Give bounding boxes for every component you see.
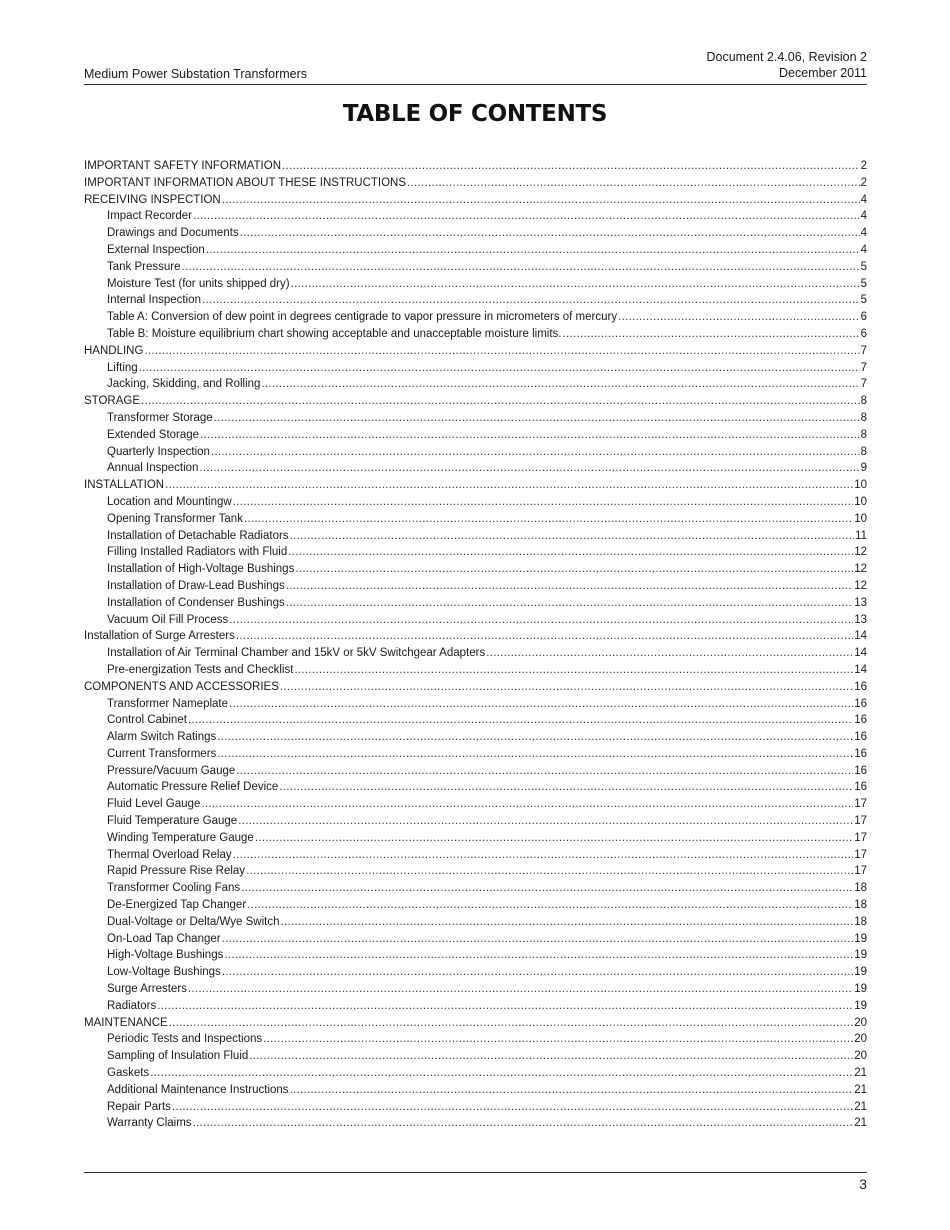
toc-entry[interactable] xyxy=(84,276,867,293)
toc-dot-leader xyxy=(246,863,853,880)
toc-dot-leader xyxy=(290,528,854,545)
toc-entry-page: 4 xyxy=(860,210,867,223)
toc-entry-page: 12 xyxy=(854,546,867,559)
page-footer xyxy=(84,1172,867,1192)
toc-dot-leader xyxy=(244,511,853,528)
toc-entry-page: 16 xyxy=(854,781,867,794)
toc-entry-page: 19 xyxy=(854,999,867,1012)
toc-entry[interactable] xyxy=(84,1115,867,1132)
toc-entry-page: 7 xyxy=(860,344,867,357)
toc-entry-label: Installation of High-Voltage Bushings xyxy=(107,563,295,576)
toc-entry-page: 21 xyxy=(854,1100,867,1113)
toc-dot-leader xyxy=(618,309,860,326)
toc-entry[interactable] xyxy=(84,679,867,696)
toc-entry[interactable] xyxy=(84,494,867,511)
toc-entry[interactable] xyxy=(84,561,867,578)
toc-dot-leader xyxy=(202,292,860,309)
toc-entry[interactable] xyxy=(84,360,867,377)
toc-dot-leader xyxy=(241,880,853,897)
toc-entry[interactable] xyxy=(84,528,867,545)
toc-entry[interactable] xyxy=(84,628,867,645)
toc-dot-leader xyxy=(229,612,853,629)
toc-entry[interactable] xyxy=(84,259,867,276)
toc-entry-label: High-Voltage Bushings xyxy=(107,949,224,962)
toc-entry-page: 8 xyxy=(860,428,867,441)
toc-dot-leader xyxy=(144,343,859,360)
toc-entry-page: 2 xyxy=(860,160,867,172)
toc-entry-label: Impact Recorder xyxy=(107,210,193,223)
toc-entry-page: 7 xyxy=(860,378,867,391)
toc-entry[interactable] xyxy=(84,544,867,561)
toc-dot-leader xyxy=(290,1082,854,1099)
toc-entry[interactable] xyxy=(84,1099,867,1116)
toc-entry-page: 18 xyxy=(854,915,867,928)
toc-entry-label: Installation of Draw-Lead Bushings xyxy=(107,579,285,592)
toc-entry-label: STORAGE xyxy=(84,395,141,408)
toc-entry-label: Low-Voltage Bushings xyxy=(107,966,221,979)
toc-entry-page: 16 xyxy=(854,764,867,777)
toc-entry[interactable] xyxy=(84,662,867,679)
toc-dot-leader xyxy=(200,427,860,444)
toc-entry-label: Thermal Overload Relay xyxy=(107,848,232,861)
toc-entry-page: 17 xyxy=(854,831,867,844)
toc-dot-leader xyxy=(249,1048,853,1065)
toc-entry-label: Lifting xyxy=(107,361,138,374)
toc-entry-label: Installation of Condenser Bushings xyxy=(107,596,285,609)
toc-entry-page: 12 xyxy=(854,579,867,592)
toc-entry-label: Transformer Cooling Fans xyxy=(107,882,241,895)
toc-dot-leader xyxy=(193,208,860,225)
toc-entry-label: Automatic Pressure Relief Device xyxy=(107,781,279,794)
toc-dot-leader xyxy=(263,1031,853,1048)
toc-entry-page: 21 xyxy=(854,1083,867,1096)
toc-entry-page: 9 xyxy=(860,462,867,475)
page-number: 3 xyxy=(859,1176,867,1192)
toc-dot-leader xyxy=(217,729,853,746)
header-product-title: Medium Power Substation Transformers xyxy=(84,67,308,81)
toc-entry[interactable] xyxy=(84,914,867,931)
toc-entry-page: 11 xyxy=(855,529,867,542)
toc-entry-label: Dual-Voltage or Delta/Wye Switch xyxy=(107,915,280,928)
toc-entry-label: HANDLING xyxy=(84,344,144,357)
toc-entry[interactable] xyxy=(84,192,867,209)
toc-entry[interactable] xyxy=(84,158,867,175)
toc-entry-label: Jacking, Skidding, and Rolling xyxy=(107,378,261,391)
toc-entry-label: Periodic Tests and Inspections xyxy=(107,1033,263,1046)
toc-entry[interactable] xyxy=(84,763,867,780)
toc-entry[interactable] xyxy=(84,595,867,612)
toc-dot-leader xyxy=(206,242,860,259)
header-date: December 2011 xyxy=(778,66,867,80)
toc-entry-label: INSTALLATION xyxy=(84,479,165,492)
toc-entry-label: Alarm Switch Ratings xyxy=(107,731,217,744)
toc-dot-leader xyxy=(150,1065,853,1082)
toc-entry-label: Fluid Level Gauge xyxy=(107,798,201,811)
toc-dot-leader xyxy=(280,914,853,931)
toc-entry[interactable] xyxy=(84,612,867,629)
toc-dot-leader xyxy=(236,628,853,645)
toc-entry[interactable] xyxy=(84,511,867,528)
toc-dot-leader xyxy=(294,662,853,679)
toc-entry[interactable] xyxy=(84,326,867,343)
toc-entry-page: 19 xyxy=(854,983,867,996)
toc-entry-page: 12 xyxy=(854,563,867,576)
toc-entry[interactable] xyxy=(84,410,867,427)
toc-entry-label: Quarterly Inspection xyxy=(107,445,210,458)
toc-entry[interactable] xyxy=(84,830,867,847)
toc-entry-label: External Inspection xyxy=(107,243,205,256)
toc-dot-leader xyxy=(240,225,860,242)
toc-entry-label: Control Cabinet xyxy=(107,714,187,727)
toc-entry[interactable] xyxy=(84,427,867,444)
toc-entry[interactable] xyxy=(84,292,867,309)
toc-entry-label: Table A: Conversion of dew point in degrees centigrade to vapor pressure in micrometers of mercury xyxy=(107,311,618,324)
toc-dot-leader xyxy=(282,158,860,175)
toc-entry[interactable] xyxy=(84,208,867,225)
toc-entry[interactable] xyxy=(84,1065,867,1082)
toc-entry-page: 13 xyxy=(854,596,867,609)
toc-entry[interactable] xyxy=(84,847,867,864)
toc-entry-label: Location and Mountingw xyxy=(107,495,232,508)
toc-entry-label: Gaskets xyxy=(107,1067,150,1080)
toc-entry-page: 4 xyxy=(860,193,867,206)
toc-entry-label: MAINTENANCE xyxy=(84,1016,168,1029)
header-document-revision: Document 2.4.06, Revision 2 xyxy=(706,50,867,64)
toc-entry[interactable] xyxy=(84,712,867,729)
toc-entry-label: Tank Pressure xyxy=(107,260,181,273)
toc-dot-leader xyxy=(222,192,860,209)
toc-entry[interactable] xyxy=(84,343,867,360)
page-title: TABLE OF CONTENTS xyxy=(342,101,608,127)
toc-entry-page: 19 xyxy=(854,966,867,979)
toc-entry[interactable] xyxy=(84,947,867,964)
toc-entry[interactable] xyxy=(84,477,867,494)
toc-entry-page: 21 xyxy=(854,1067,867,1080)
toc-dot-leader xyxy=(214,410,860,427)
toc-entry-page: 10 xyxy=(854,512,867,525)
toc-dot-leader xyxy=(157,998,853,1015)
toc-dot-leader xyxy=(229,696,853,713)
toc-entry-page: 16 xyxy=(854,747,867,760)
toc-entry-page: 5 xyxy=(860,294,867,307)
toc-entry-page: 20 xyxy=(854,1033,867,1046)
toc-entry-page: 2 xyxy=(860,176,867,189)
toc-entry-label: Transformer Storage xyxy=(107,411,213,424)
toc-dot-leader xyxy=(486,645,853,662)
toc-entry-label: RECEIVING INSPECTION xyxy=(84,193,221,206)
toc-entry-page: 14 xyxy=(854,630,867,643)
toc-entry-page: 14 xyxy=(854,663,867,676)
toc-entry-label: Filling Installed Radiators with Fluid xyxy=(107,546,288,559)
toc-entry-page: 10 xyxy=(854,479,867,492)
toc-entry-label: Repair Parts xyxy=(107,1100,171,1113)
toc-dot-leader xyxy=(199,460,859,477)
toc-dot-leader xyxy=(288,544,853,561)
toc-entry-label: IMPORTANT INFORMATION ABOUT THESE INSTRUCTIONS xyxy=(84,176,407,189)
toc-entry-label: Vacuum Oil Fill Process xyxy=(107,613,229,626)
toc-dot-leader xyxy=(255,830,853,847)
toc-dot-leader xyxy=(182,259,860,276)
toc-entry-page: 6 xyxy=(860,327,867,340)
toc-entry[interactable] xyxy=(84,309,867,326)
toc-entry-label: On-Load Tap Changer xyxy=(107,932,221,945)
page-header xyxy=(84,48,867,85)
toc-dot-leader xyxy=(172,1099,853,1116)
toc-entry[interactable] xyxy=(84,645,867,662)
toc-entry-label: IMPORTANT SAFETY INFORMATION xyxy=(84,160,282,172)
toc-entry-label: Surge Arresters xyxy=(107,983,187,996)
toc-entry[interactable] xyxy=(84,225,867,242)
toc-dot-leader xyxy=(233,847,854,864)
toc-dot-leader xyxy=(291,276,860,293)
toc-entry[interactable] xyxy=(84,931,867,948)
toc-dot-leader xyxy=(233,494,854,511)
toc-entry-page: 19 xyxy=(854,932,867,945)
toc-entry-page: 20 xyxy=(854,1050,867,1063)
toc-entry[interactable] xyxy=(84,1015,867,1032)
toc-entry-page: 8 xyxy=(860,411,867,424)
toc-entry[interactable] xyxy=(84,444,867,461)
toc-entry-page: 5 xyxy=(860,277,867,290)
toc-entry-page: 8 xyxy=(860,445,867,458)
toc-dot-leader xyxy=(222,931,854,948)
toc-entry-label: Transformer Nameplate xyxy=(107,697,229,710)
toc-dot-leader xyxy=(280,679,853,696)
toc-entry-label: Extended Storage xyxy=(107,428,200,441)
toc-entry[interactable] xyxy=(84,981,867,998)
toc-dot-leader xyxy=(247,897,853,914)
toc-dot-leader xyxy=(139,360,860,377)
toc-entry[interactable] xyxy=(84,746,867,763)
toc-dot-leader xyxy=(224,947,853,964)
toc-dot-leader xyxy=(236,763,853,780)
toc-entry-page: 16 xyxy=(854,680,867,693)
toc-entry-page: 10 xyxy=(854,495,867,508)
toc-entry[interactable] xyxy=(84,242,867,259)
toc-dot-leader xyxy=(238,813,853,830)
toc-entry-page: 17 xyxy=(854,798,867,811)
toc-entry-page: 17 xyxy=(854,865,867,878)
toc-dot-leader xyxy=(261,376,859,393)
toc-entry[interactable] xyxy=(84,460,867,477)
toc-dot-leader xyxy=(141,393,860,410)
toc-dot-leader xyxy=(279,779,853,796)
toc-entry[interactable] xyxy=(84,1082,867,1099)
toc-dot-leader xyxy=(286,578,853,595)
toc-entry[interactable] xyxy=(84,376,867,393)
toc-dot-leader xyxy=(217,746,853,763)
toc-entry-label: Annual Inspection xyxy=(107,462,199,475)
toc-entry[interactable] xyxy=(84,729,867,746)
toc-entry-page: 20 xyxy=(854,1016,867,1029)
toc-entry-label: Pre-energization Tests and Checklist xyxy=(107,663,294,676)
toc-entry[interactable] xyxy=(84,863,867,880)
toc-entry-page: 4 xyxy=(860,243,867,256)
toc-dot-leader xyxy=(562,326,859,343)
toc-entry[interactable] xyxy=(84,696,867,713)
toc-entry-label: De-Energized Tap Changer xyxy=(107,899,247,912)
toc-entry-label: Pressure/Vacuum Gauge xyxy=(107,764,236,777)
toc-dot-leader xyxy=(188,981,853,998)
toc-entry-label: Warranty Claims xyxy=(107,1117,192,1130)
toc-entry[interactable] xyxy=(84,175,867,192)
toc-dot-leader xyxy=(201,796,853,813)
toc-dot-leader xyxy=(211,444,860,461)
toc-entry-page: 17 xyxy=(854,815,867,828)
toc-entry[interactable] xyxy=(84,998,867,1015)
toc-entry-page: 8 xyxy=(860,395,867,408)
toc-entry[interactable] xyxy=(84,813,867,830)
toc-entry[interactable] xyxy=(84,1031,867,1048)
toc-entry-label: Sampling of Insulation Fluid xyxy=(107,1050,249,1063)
toc-entry[interactable] xyxy=(84,897,867,914)
toc-entry[interactable] xyxy=(84,880,867,897)
toc-entry-label: Winding Temperature Gauge xyxy=(107,831,254,844)
toc-entry-page: 13 xyxy=(854,613,867,626)
toc-entry-page: 14 xyxy=(854,647,867,660)
toc-entry-page: 16 xyxy=(854,697,867,710)
table-of-contents xyxy=(84,158,867,1132)
toc-entry-label: Opening Transformer Tank xyxy=(107,512,243,525)
toc-entry-label: Table B: Moisture equilibrium chart showing acceptable and unacceptable moisture limits. xyxy=(107,327,562,340)
toc-entry-label: Installation of Detachable Radiators xyxy=(107,529,289,542)
toc-entry-page: 17 xyxy=(854,848,867,861)
toc-entry-page: 6 xyxy=(860,311,867,324)
header-doc-info xyxy=(706,49,867,81)
toc-entry-page: 21 xyxy=(854,1117,867,1130)
toc-entry[interactable] xyxy=(84,1048,867,1065)
toc-entry-page: 7 xyxy=(860,361,867,374)
toc-entry[interactable] xyxy=(84,964,867,981)
toc-dot-leader xyxy=(286,595,853,612)
toc-dot-leader xyxy=(188,712,853,729)
toc-entry-label: Internal Inspection xyxy=(107,294,201,307)
toc-entry-label: Moisture Test (for units shipped dry) xyxy=(107,277,290,290)
toc-entry-label: COMPONENTS AND ACCESSORIES xyxy=(84,680,279,693)
toc-dot-leader xyxy=(193,1115,854,1132)
toc-dot-leader xyxy=(169,1015,854,1032)
toc-entry-page: 18 xyxy=(854,899,867,912)
toc-entry-label: Installation of Surge Arresters xyxy=(84,630,235,643)
toc-entry-label: Current Transformers xyxy=(107,747,217,760)
toc-dot-leader xyxy=(222,964,853,981)
toc-entry[interactable] xyxy=(84,779,867,796)
toc-entry-label: Fluid Temperature Gauge xyxy=(107,815,238,828)
toc-entry-label: Drawings and Documents xyxy=(107,227,239,240)
toc-dot-leader xyxy=(295,561,853,578)
toc-entry[interactable] xyxy=(84,393,867,410)
toc-entry-label: Additional Maintenance Instructions xyxy=(107,1083,289,1096)
toc-dot-leader xyxy=(165,477,853,494)
toc-entry-page: 19 xyxy=(854,949,867,962)
toc-entry-page: 18 xyxy=(854,882,867,895)
toc-entry-label: Rapid Pressure Rise Relay xyxy=(107,865,246,878)
toc-entry-label: Installation of Air Terminal Chamber and 15kV or 5kV Switchgear Adapters xyxy=(107,647,486,660)
toc-entry-page: 4 xyxy=(860,227,867,240)
toc-dot-leader xyxy=(407,175,860,192)
toc-entry-page: 16 xyxy=(854,714,867,727)
toc-entry[interactable] xyxy=(84,578,867,595)
toc-entry-label: Radiators xyxy=(107,999,157,1012)
toc-entry-page: 5 xyxy=(860,260,867,273)
toc-entry[interactable] xyxy=(84,796,867,813)
toc-entry-page: 16 xyxy=(854,731,867,744)
